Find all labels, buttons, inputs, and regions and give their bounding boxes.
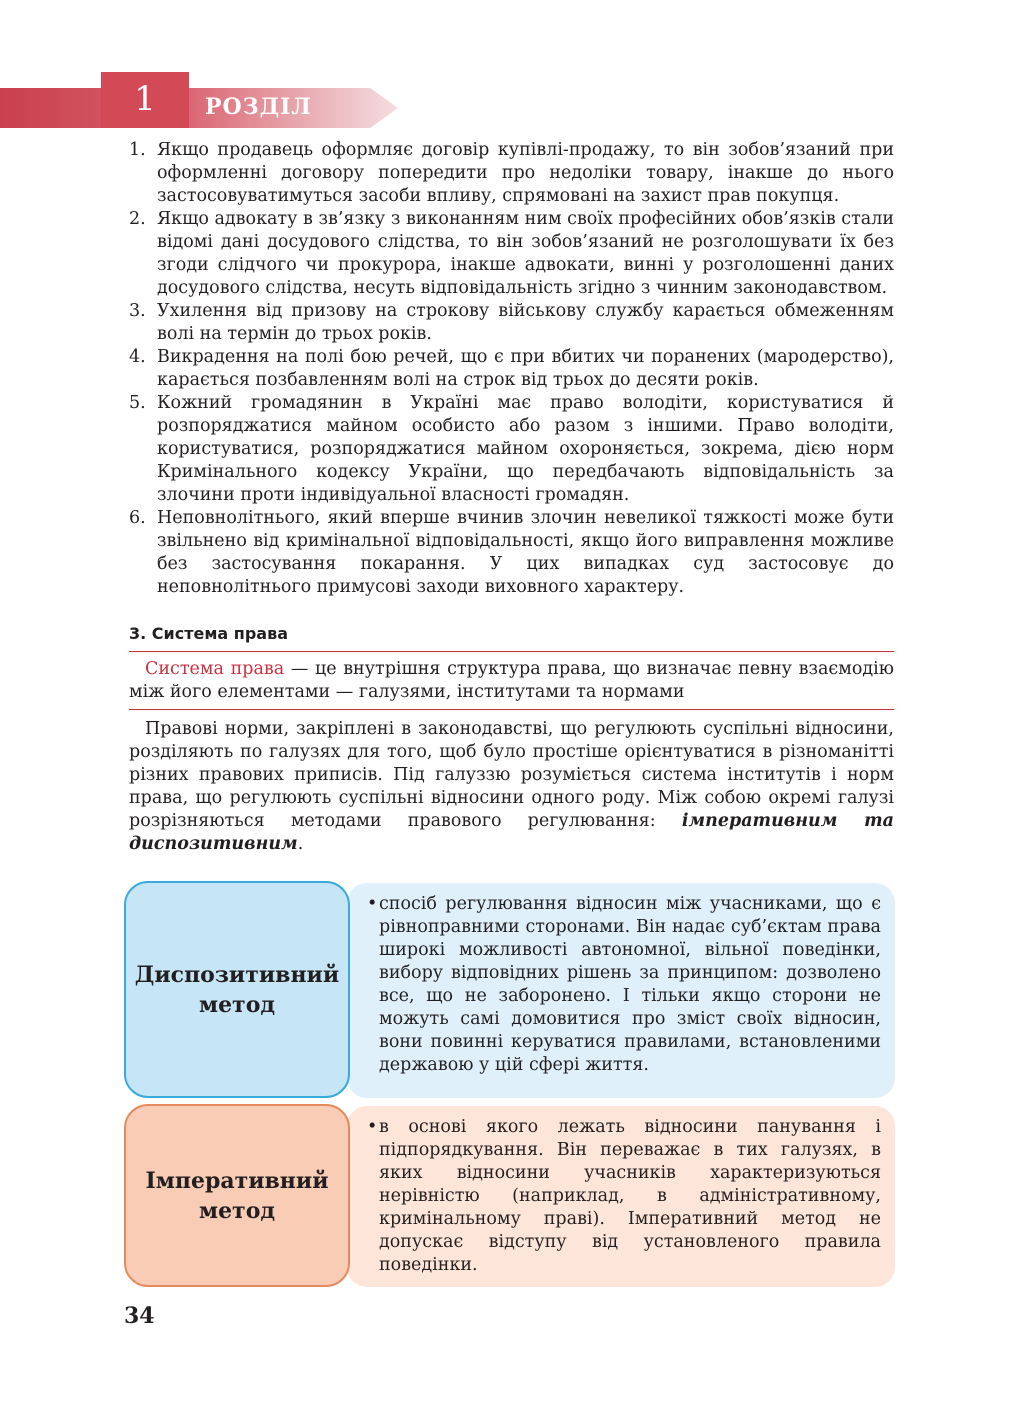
paragraph-emphasis: імперативним та диспозитивним [129, 811, 894, 854]
definition-bottom-rule [129, 709, 894, 710]
dispositive-label [124, 881, 350, 1098]
list-item-number: 5. [129, 393, 146, 413]
list-item-number: 4. [129, 347, 146, 367]
page-number: 34 [124, 1303, 155, 1329]
imperative-description-text: в основі якого лежать відносини панування і підпорядкування. Він переважає в тих галузях, в яких відносини учасників характеризуються нерівністю (наприклад, в адміністративному, кримінальному праві). Імперативний метод не допускає відступу від установленого правила поведінки. [379, 1117, 881, 1275]
list-item-text: Ухилення від призову на строкову військову службу карається обмеженням волі на термін до трьох років. [157, 301, 894, 344]
list-item-text: Кожний громадянин в Україні має право володіти, користуватися й розпоряджатися майном особисто або разом з іншими. Право володіти, користуватися, розпоряджатися майном охороняється, зокрема, дією норм Кримінального кодексу України, що передбачають відповідальність за злочини проти індивідуальної власності громадян. [157, 393, 894, 505]
list-item-text: Викрадення на полі бою речей, що є при вбитих чи поранених (мародерство), карається позбавленням волі на строк від трьох до десяти років. [157, 347, 894, 390]
list-item-text: Якщо адвокату в зв’язку з виконанням ним своїх професійних обов’язків стали відомі дані досудового слідства, то він зобов’язаний не розголошувати їх без згоди слідчого чи прокурора, інакше адвокати, винні у розголошенні даних досудового слідства, несуть відповідальність згідно з чинним законодавством. [157, 209, 894, 298]
paragraph-end: . [297, 834, 304, 854]
list-item-text: Якщо продавець оформляє договір купівлі-продажу, то він зобов’язаний при оформленні договору попередити про недоліки товару, інакше до нього застосовуватимуться засоби впливу, спрямовані на захист прав покупця. [157, 140, 894, 206]
list-item [129, 208, 894, 300]
chapter-header [0, 72, 400, 130]
paragraph-text: Правові норми, закріплені в законодавстві, що регулюють суспільні відносини, розділяють по галузях для того, щоб було простіше орієнтуватися в різноманітті різних правових приписів. Під галуззю розуміється система інститутів і норм права, що регулюють суспільні відносини одного роду. Між собою окремі галузі розрізняються методами правового регулювання: [129, 719, 894, 831]
definition-term: Система права [145, 659, 285, 679]
body-paragraph [129, 718, 894, 856]
list-item-number: 6. [129, 508, 146, 528]
imperative-description [347, 1106, 895, 1287]
imperative-label [124, 1104, 350, 1287]
imperative-label-text: Імперативний метод [145, 1167, 329, 1224]
section-title: 3. Система права [129, 624, 289, 643]
list-item [129, 392, 894, 507]
definition-text: — це внутрішня структура права, що визначає певну взаємодію між його елементами — галузями, інститутами та нормами [129, 659, 894, 702]
dispositive-label-text: Диспозитивний метод [134, 961, 340, 1018]
chapter-word: РОЗДІЛ [205, 94, 312, 120]
imperative-bullet: • [367, 1117, 378, 1137]
chapter-number: 1 [101, 72, 189, 128]
definition-top-rule [129, 651, 894, 652]
list-item-number: 2. [129, 209, 146, 229]
list-item [129, 139, 894, 208]
chapter-ribbon [0, 88, 398, 128]
dispositive-bullet: • [367, 894, 378, 914]
list-item [129, 346, 894, 392]
examples-list [129, 139, 894, 599]
list-item-number: 3. [129, 301, 146, 321]
dispositive-description [347, 883, 895, 1098]
list-item-number: 1. [129, 140, 146, 160]
list-item [129, 507, 894, 599]
dispositive-description-text: спосіб регулювання відносин між учасниками, що є рівноправними сторонами. Він надає суб’єктам права широкі можливості автономної, вільної поведінки, вибору відповідних рішень за принципом: дозволено все, що не заборонено. І тільки якщо сторони не можуть самі домовитися про зміст своїх відносин, вони повинні керуватися правилами, встановленими державою у цій сфері життя. [379, 894, 881, 1075]
list-item-text: Неповнолітнього, який вперше вчинив злочин невеликої тяжкості може бути звільнено від кримінальної відповідальності, якщо його виправлення можливе без застосування покарання. У цих випадках суд застосовує до неповнолітнього примусові заходи виховного характеру. [157, 508, 894, 597]
list-item [129, 300, 894, 346]
definition-box [129, 658, 894, 704]
